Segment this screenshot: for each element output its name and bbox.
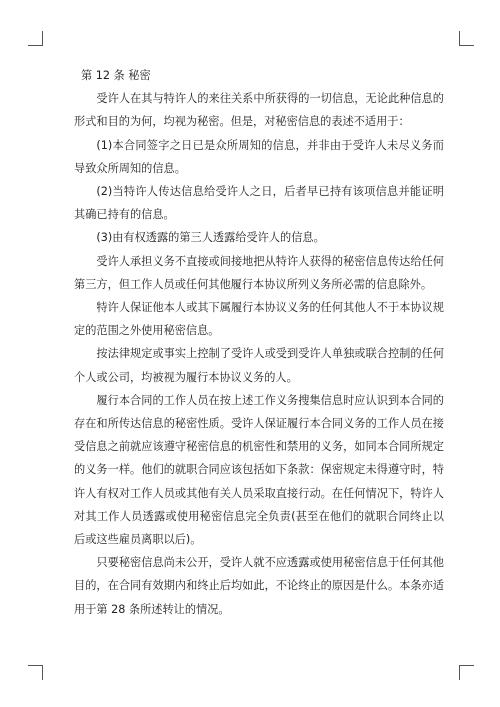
paragraph-intro: 受许人在其与特许人的来往关系中所获得的一切信息，无论此种信息的形式和目的为何，均视为秘密。但是，对秘密信息的表述不适用于： xyxy=(74,92,444,129)
paragraph-franchisor-guarantee: 特许人保证他本人或其下属履行本协议义务的任何其他人不于本协议规定的范围之外使用秘密信息。 xyxy=(74,301,444,338)
crop-mark-bottom-right xyxy=(459,665,474,680)
paragraph-exception-1: (1)本合同签字之日已是众所周知的信息，并非由于受许人未尽义务而导致众所周知的信息。 xyxy=(74,138,444,175)
paragraph-exception-2: (2)当特许人传达信息给受许人之日，后者早已持有该项信息并能证明其确已持有的信息。 xyxy=(74,185,444,222)
crop-mark-top-right xyxy=(459,31,474,46)
crop-mark-top-left xyxy=(28,31,43,46)
article-title: 第 12 条 秘密 xyxy=(81,69,151,82)
paragraph-controlled-persons: 按法律规定或事实上控制了受许人或受到受许人单独或联合控制的任何个人或公司，均被视为履行本协议义务的人。 xyxy=(74,347,444,384)
paragraph-franchisee-obligation: 受许人承担义务不直接或间接地把从特许人获得的秘密信息传达给任何第三方，但工作人员或任何其他履行本协议所列义务所必需的信息除外。 xyxy=(74,254,444,291)
paragraph-duration: 只要秘密信息尚未公开，受许人就不应透露或使用秘密信息于任何其他目的，在合同有效期内和终止后均如此，不论终止的原因是什么。本条亦适用于第 28 条所述转让的情况。 xyxy=(74,556,444,616)
paragraph-exception-3: (3)由有权透露的第三人透露给受许人的信息。 xyxy=(96,231,325,245)
crop-mark-bottom-left xyxy=(28,665,43,680)
paragraph-staff-obligations: 履行本合同的工作人员在按上述工作义务搜集信息时应认识到本合同的存在和所传达信息的秘密性质。受许人保证履行本合同义务的工作人员在接受信息之前就应该遵守秘密信息的机密性和禁用的义务，如同本合同所规定的义务一样。他们的就职合同应该包括如下条款：保密规定未得遵守时，特许人有权对工作人员或其他有关人员采取直接行动。在任何情况下，特许人对其工作人员透露或使用秘密信息完全负责(甚至在他们的就职合同终止以后或这些雇员离职以后)。 xyxy=(74,393,444,547)
document-body xyxy=(74,64,444,621)
